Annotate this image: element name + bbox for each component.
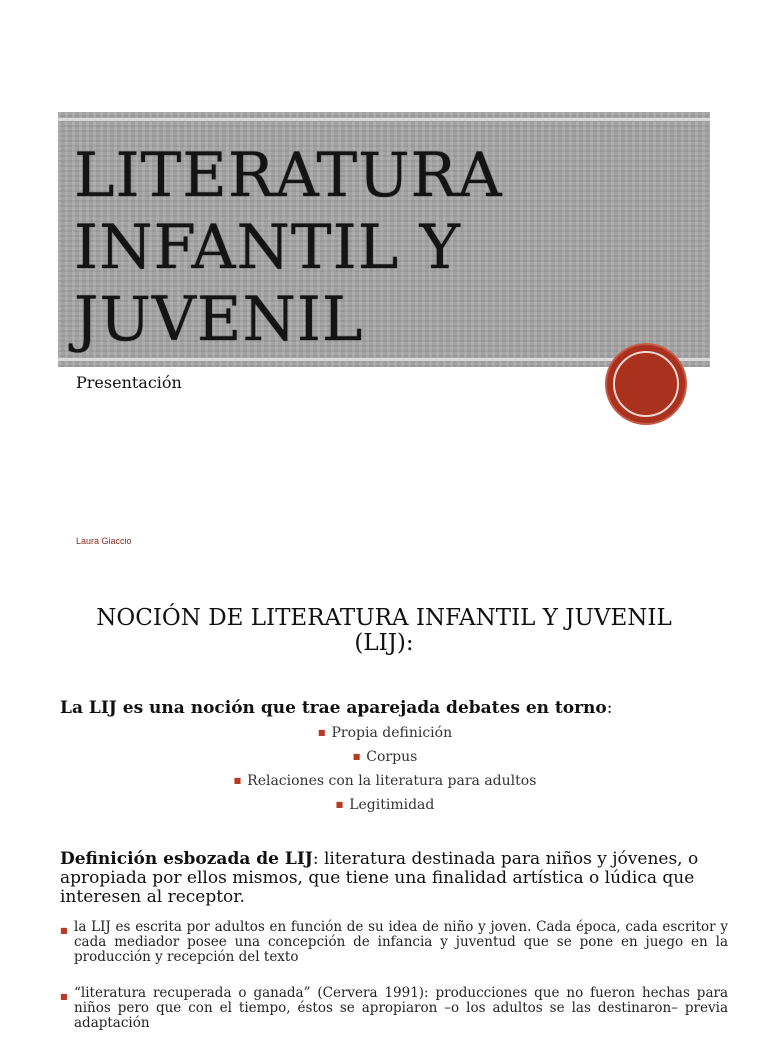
topic-label: Relaciones con la literatura para adultos: [247, 773, 537, 789]
list-item: [60, 745, 710, 769]
square-bullet-icon: ■: [317, 728, 326, 737]
main-title: [74, 140, 503, 356]
lead-sentence: [60, 698, 613, 718]
topic-label: Legitimidad: [349, 797, 435, 813]
definition-paragraph: [60, 850, 728, 907]
point-text: “literatura recuperada o ganada” (Cervera 1991): producciones que no fueron hechas para niños pero que con el tiempo, éstos se apropiaron –o los adultos se las destinaron– previa adaptación: [74, 985, 728, 1031]
author-name: Laura Giaccio: [76, 536, 132, 546]
topic-label: Corpus: [366, 749, 418, 765]
list-item: [60, 793, 710, 817]
title-line: JUVENIL: [74, 284, 364, 355]
definition-text: : literatura destinada para niños y jóvenes, o apropiada por ellos mismos, que tiene una finalidad artística o lúdica que interesen al receptor.: [60, 849, 699, 907]
title-banner: [58, 112, 710, 367]
list-item: [60, 769, 710, 793]
subtitle: Presentación: [76, 373, 182, 392]
square-bullet-icon: ■: [60, 926, 68, 935]
topic-label: Propia definición: [331, 725, 453, 741]
square-bullet-icon: ■: [233, 776, 242, 785]
square-bullet-icon: ■: [335, 800, 344, 809]
square-bullet-icon: ■: [352, 752, 361, 761]
slide-heading: [40, 606, 728, 656]
definition-label: Definición esbozada de LIJ: [60, 849, 313, 869]
lead-tail: :: [606, 698, 613, 718]
heading-line: (LIJ):: [354, 630, 414, 656]
decorative-seal-icon: [607, 345, 685, 423]
square-bullet-icon: ■: [60, 992, 68, 1001]
title-line: LITERATURA: [74, 140, 503, 211]
content-slide: [0, 580, 768, 1031]
lead-bold: La LIJ es una noción que trae aparejada debates en torno: [60, 698, 607, 718]
banner-top-rule: [58, 118, 710, 121]
banner-bottom-rule: [58, 358, 710, 361]
heading-line: NOCIÓN DE LITERATURA INFANTIL Y JUVENIL: [96, 605, 672, 631]
list-item: [60, 920, 728, 965]
title-line: INFANTIL Y: [74, 212, 461, 283]
list-item: [60, 721, 710, 745]
point-text: la LIJ es escrita por adultos en función de su idea de niño y joven. Cada época, cada escritor y cada mediador posee una concepción de infancia y juventud que se pone en juego en la producción y recepción del texto: [74, 919, 728, 965]
topic-list: [60, 721, 710, 817]
list-item: [60, 986, 728, 1031]
point-list: [60, 920, 728, 1052]
